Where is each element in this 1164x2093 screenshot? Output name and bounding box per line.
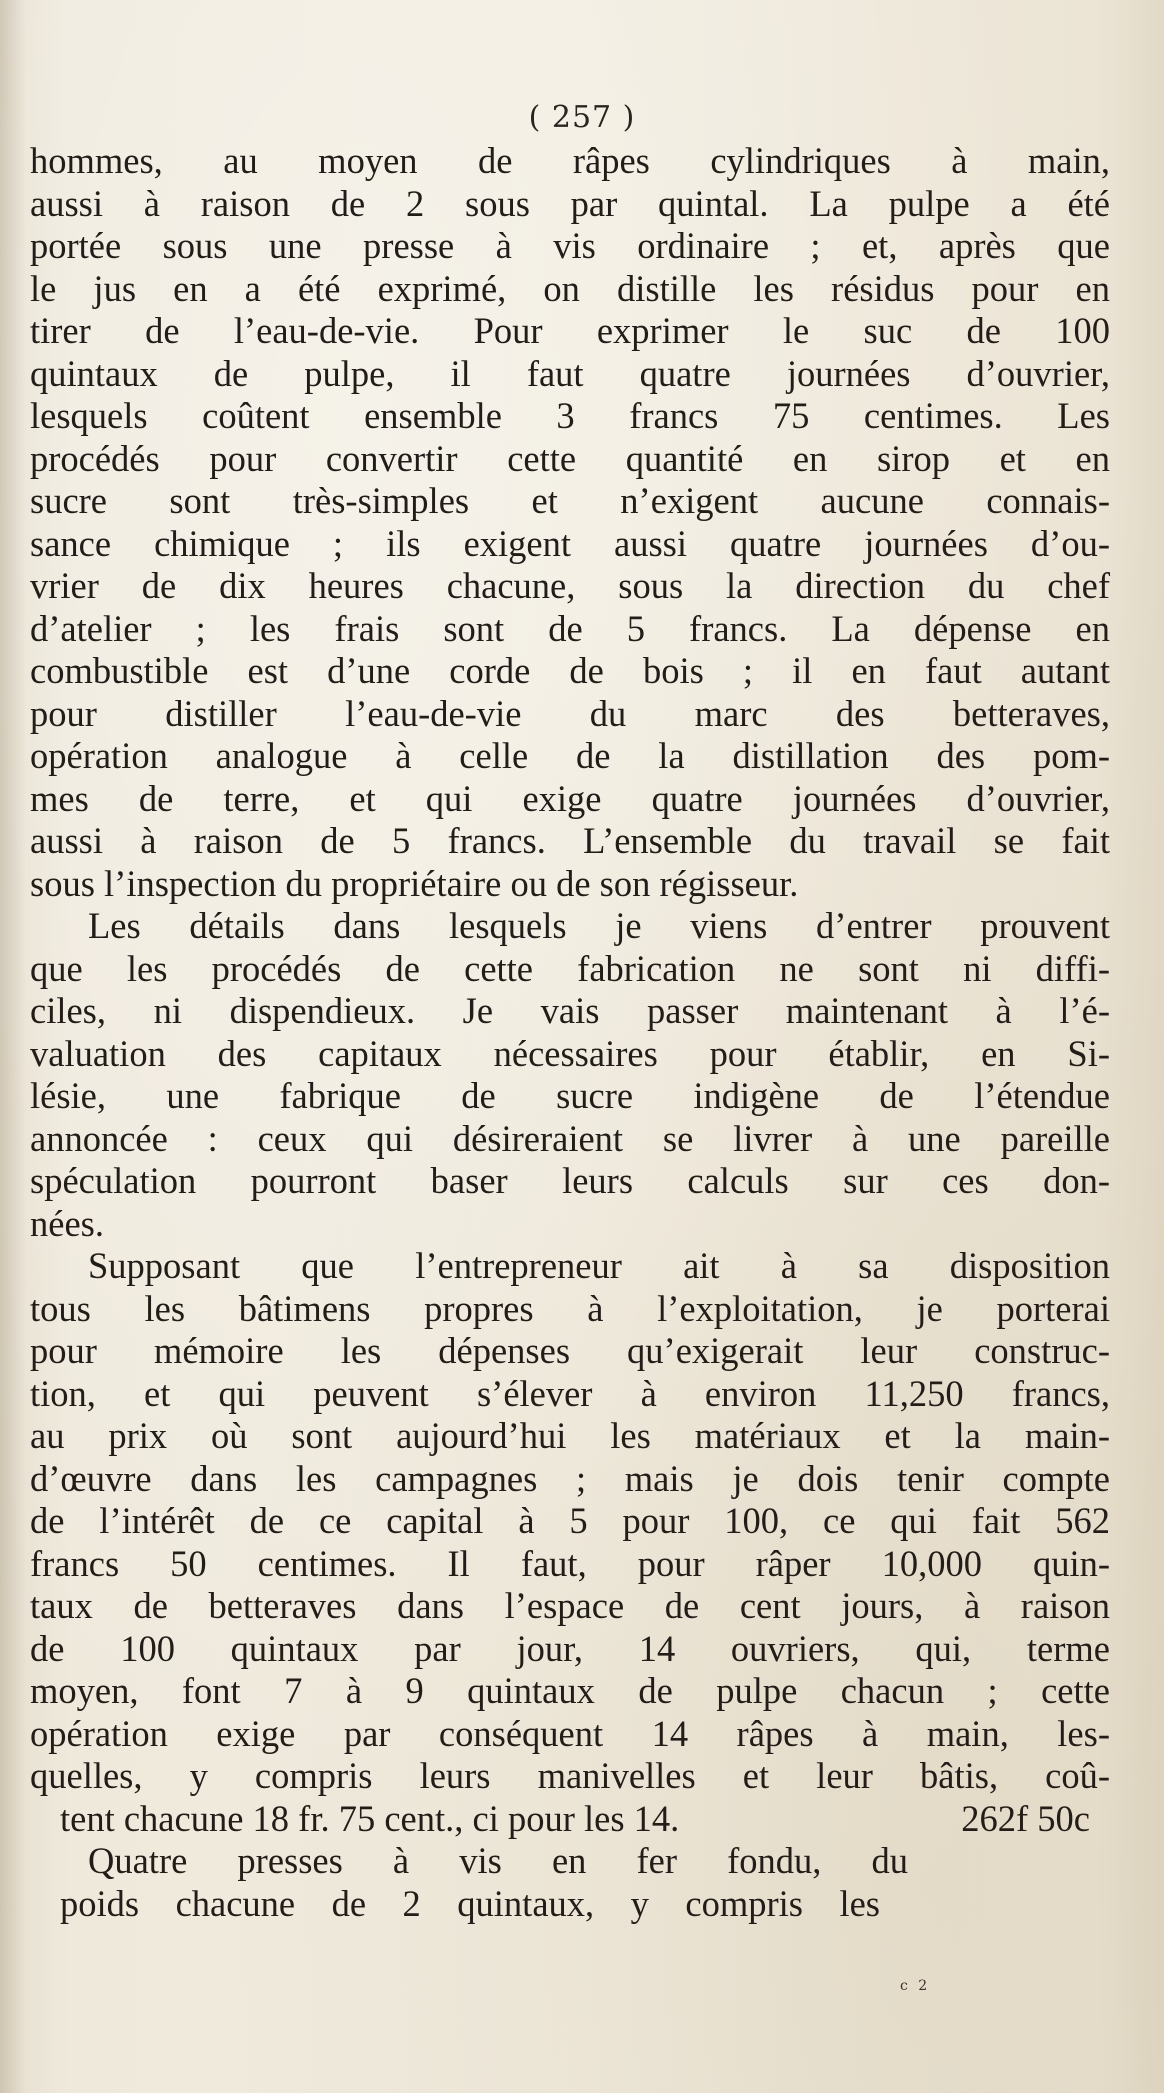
text-line: aussi à raison de 5 francs. L’ensemble du travail se fait bbox=[30, 820, 1110, 861]
text-line: opération exige par conséquent 14 râpes à main, les- bbox=[30, 1712, 1110, 1754]
ledger-entry-amount: 262f 50c bbox=[961, 1797, 1090, 1839]
text-line: sucre sont très-simples et n’exigent aucune connais- bbox=[30, 480, 1110, 521]
text-line: quintaux de pulpe, il faut quatre journées d’ouvrier, bbox=[30, 352, 1110, 394]
text-line: lesquels coûtent ensemble 3 francs 75 centimes. Les bbox=[30, 395, 1110, 436]
text-line: hommes, au moyen de râpes cylindriques à main, bbox=[30, 140, 1110, 181]
text-line: d’œuvre dans les campagnes ; mais je dois tenir compte bbox=[30, 1457, 1110, 1499]
text-line: portée sous une presse à vis ordinaire ; et, après que bbox=[30, 225, 1110, 266]
page-number: ( 257 ) bbox=[528, 100, 636, 135]
text-line: Les détails dans lesquels je viens d’entrer prouvent bbox=[88, 905, 1110, 946]
text-line: au prix où sont aujourd’hui les matériaux et la main- bbox=[30, 1415, 1110, 1456]
text-line: tous les bâtimens propres à l’exploitation, je porterai bbox=[30, 1287, 1110, 1329]
text-line: d’atelier ; les frais sont de 5 francs. La dépense en bbox=[30, 607, 1110, 649]
text-line: sance chimique ; ils exigent aussi quatre journées d’ou- bbox=[30, 522, 1110, 564]
signature-mark: c 2 bbox=[900, 1978, 931, 1994]
text-line: tirer de l’eau-de-vie. Pour exprimer le suc de 100 bbox=[30, 310, 1110, 351]
ledger-entry-text: tent chacune 18 fr. 75 cent., ci pour les 14. bbox=[60, 1797, 680, 1839]
ledger-entry bbox=[30, 1798, 1110, 1841]
text-line: taux de betteraves dans l’espace de cent jours, à raison bbox=[30, 1585, 1110, 1626]
text-line: pour distiller l’eau-de-vie du marc des betteraves, bbox=[30, 692, 1110, 734]
text-line: le jus en a été exprimé, on distille les résidus pour en bbox=[30, 267, 1110, 309]
text-line: poids chacune de 2 quintaux, y compris les bbox=[60, 1882, 880, 1924]
text-line: combustible est d’une corde de bois ; il en faut autant bbox=[30, 650, 1110, 691]
text-line: quelles, y compris leurs manivelles et leur bâtis, coû- bbox=[30, 1755, 1110, 1796]
text-line: lésie, une fabrique de sucre indigène de l’étendue bbox=[30, 1075, 1110, 1116]
text-line: pour mémoire les dépenses qu’exigerait leur construc- bbox=[30, 1330, 1110, 1371]
text-line: opération analogue à celle de la distillation des pom- bbox=[30, 735, 1110, 776]
text-line: aussi à raison de 2 sous par quintal. La pulpe a été bbox=[30, 182, 1110, 224]
text-line: de l’intérêt de ce capital à 5 pour 100, ce qui fait 562 bbox=[30, 1500, 1110, 1541]
spine-shadow bbox=[0, 0, 26, 2093]
text-line: valuation des capitaux nécessaires pour établir, en Si- bbox=[30, 1032, 1110, 1074]
text-line: ciles, ni dispendieux. Je vais passer maintenant à l’é- bbox=[30, 990, 1110, 1031]
text-line: Supposant que l’entrepreneur ait à sa disposition bbox=[88, 1245, 1110, 1286]
text-line: annoncée : ceux qui désireraient se livrer à une pareille bbox=[30, 1117, 1110, 1159]
text-line: tion, et qui peuvent s’élever à environ 11,250 francs, bbox=[30, 1372, 1110, 1414]
text-line: mes de terre, et qui exige quatre journées d’ouvrier, bbox=[30, 777, 1110, 819]
text-line: vrier de dix heures chacune, sous la direction du chef bbox=[30, 565, 1110, 606]
text-line: Quatre presses à vis en fer fondu, du bbox=[88, 1840, 908, 1881]
text-line: moyen, font 7 à 9 quintaux de pulpe chacun ; cette bbox=[30, 1670, 1110, 1711]
text-line: que les procédés de cette fabrication ne sont ni diffi- bbox=[30, 947, 1110, 989]
text-line: nées. bbox=[30, 1202, 104, 1244]
text-line: francs 50 centimes. Il faut, pour râper 10,000 quin- bbox=[30, 1542, 1110, 1584]
body-text bbox=[30, 140, 1110, 1925]
text-line: sous l’inspection du propriétaire ou de son régisseur. bbox=[30, 862, 799, 904]
text-line: de 100 quintaux par jour, 14 ouvriers, qui, terme bbox=[30, 1627, 1110, 1669]
text-line: spéculation pourront baser leurs calculs sur ces don- bbox=[30, 1160, 1110, 1201]
text-line: procédés pour convertir cette quantité en sirop et en bbox=[30, 437, 1110, 479]
